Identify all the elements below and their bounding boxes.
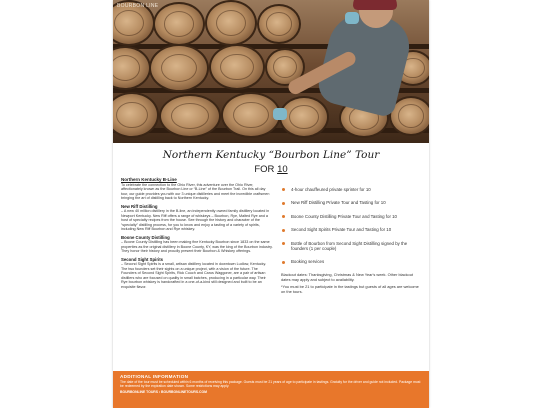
photo-brand: BOURBON LINE <box>117 3 159 9</box>
flyer-title: Northern Kentucky “Bourbon Line” Tour <box>162 149 380 161</box>
barrel <box>209 44 265 90</box>
flyer-page <box>113 0 429 408</box>
package-item: Second Sight Spirits Private Tour and Tasting for 10 <box>281 227 421 232</box>
description-column <box>121 178 273 293</box>
barrel <box>205 0 257 46</box>
footer-text: The date of the tour must be scheduled within 6 months of receiving this package. Guests must be 21 years of age to participate in tastings. Gratuity for the driver and guide not included. Package must be redeemed by the expiration date shown. Some restrictions may apply. <box>120 380 421 389</box>
section-heading: Second Sight Spirits <box>121 257 164 262</box>
subtitle-prefix: FOR <box>254 164 275 175</box>
package-item: 4-hour chauffeured private sprinter for 10 <box>281 187 421 192</box>
section-text: – Second Sight Spirits is a small, artisan distillery located in downtown Ludlow, Kentucky. The two founders set their sights on a unique project, with a vision of the future. The Founders of Second Sight Spirits, Rick Couch and Carus Waggoner, are a pair of artisan distillers who are focused on quality in small batches, producing in a particular way. Their Rye bourbon whiskey is handcrafted in a one-of-a-kind still designed and built to be an exquisite flavor. <box>121 262 267 289</box>
barrel <box>159 94 221 138</box>
glove <box>345 12 359 24</box>
subtitle-number: 10 <box>277 164 288 175</box>
barrel <box>257 4 301 44</box>
worker-cap <box>353 0 397 10</box>
flyer-subtitle <box>113 164 429 175</box>
package-item: Booking services <box>281 259 421 264</box>
package-item: Bottle of Bourbon from Second Sight Distilling signed by the founders (1 per couple) <box>281 241 421 252</box>
section-text: – A new 40 million distillery in the B-line, an independently owned family distillery located in Newport Kentucky. New Riff offers a range of whiskeys – Bourbon, Rye, Malted Rye and a host of specialty recipes from the house. See through the history and character of the “specialty” distilling process, for you to know and enjoy a tasting of a variety of spirits, including New Riff Bourbon and Rye whiskey. <box>121 209 270 231</box>
glove <box>273 108 287 120</box>
package-list <box>281 187 421 265</box>
barrel <box>153 2 205 46</box>
package-item: New Riff Distilling Private Tour and Tasting for 10 <box>281 200 421 205</box>
additional-info-footer <box>113 371 429 408</box>
section-text: – Boone County Distilling has been making fine Kentucky Bourbon since 1833 on the same properties as the original distillery in Boone County, KY, was the king of the Bourbon industry. They honor their history and proudly present their Bourbon & Whiskey offerings. <box>121 240 273 253</box>
hero-photo <box>113 0 429 143</box>
barrel <box>113 46 151 90</box>
blackout-dates: Blackout dates: Thanksgiving, Christmas & New Year's week. Other blackout dates may apply and subject to availability. <box>281 271 413 282</box>
package-item: Boone County Distilling Private Tour and Tasting for 10 <box>281 214 421 219</box>
barrel <box>221 92 281 138</box>
intro-text: To celebrate the connection to the Ohio River, this adventure over the Ohio River, affectionately known as the Bourbon Line or “B-Line” of the Bourbon Trail. On this all day tour, our guide provides you with our 3 unique distilleries and meet the incredible craftsmen bringing the art of distilling back to Northern Kentucky. <box>121 182 270 200</box>
section-heading: Boone County Distilling <box>121 235 170 240</box>
intro-heading: Northern Kentucky B-Line <box>121 177 177 182</box>
barrel <box>149 44 209 92</box>
footer-title: ADDITIONAL INFORMATION <box>120 374 189 379</box>
footer-contact: BOURBONLINE TOURS • BOURBONLINETOURS.COM <box>120 390 207 395</box>
package-column <box>281 187 421 295</box>
age-note: *You must be 21 to participate in the tastings but guests of all ages are welcome on the tours. <box>281 284 419 295</box>
section-heading: New Riff Distilling <box>121 204 158 209</box>
